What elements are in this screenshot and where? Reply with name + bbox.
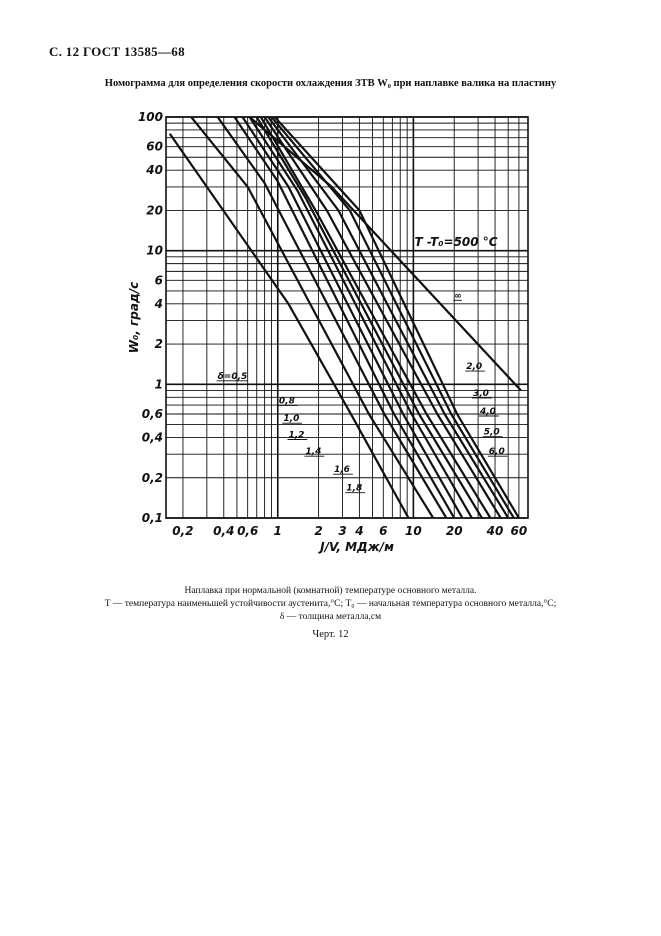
x-tick-label: 0,6 xyxy=(237,524,259,538)
curve-label: 2,0 xyxy=(466,362,483,373)
x-tick-label: 0,4 xyxy=(213,524,235,538)
note-line: Наплавка при нормальной (комнатной) температуре основного металла. xyxy=(184,586,477,596)
figure-notes xyxy=(0,585,661,624)
curve-label: 1,2 xyxy=(288,430,305,441)
x-tick-label: 3 xyxy=(338,524,347,538)
y-tick-label: 2 xyxy=(154,337,163,352)
y-tick-label: 40 xyxy=(146,163,163,178)
x-tick-label: 0,2 xyxy=(172,524,194,538)
chart-grid xyxy=(166,117,528,518)
y-tick-label: 4 xyxy=(154,296,163,311)
y-axis-title: W₀, град/с xyxy=(127,281,141,354)
curve-label: 3,0 xyxy=(473,388,489,399)
y-tick-label: 10 xyxy=(146,243,163,258)
y-tick-label: 20 xyxy=(146,203,163,218)
chart-title: Номограмма для определения скорости охлаждения ЗТВ W₀ при наплавке валика на пластину xyxy=(104,78,557,89)
annotation-text: T -T₀=500 °C xyxy=(414,235,498,250)
x-tick-label: 6 xyxy=(379,524,388,538)
y-tick-label: 0,1 xyxy=(141,511,163,525)
x-tick-label: 40 xyxy=(486,524,504,538)
y-tick-label: 6 xyxy=(154,273,163,288)
curve-label: 4,0 xyxy=(480,407,496,417)
x-tick-label: 60 xyxy=(510,524,528,538)
curve-label: ∞ xyxy=(454,291,462,302)
curve-label: 1,0 xyxy=(283,414,300,425)
x-tick-label: 1 xyxy=(273,524,282,538)
figure-caption: Черт. 12 xyxy=(312,629,349,640)
curve-label: 1,4 xyxy=(305,447,322,458)
y-tick-label: 0,2 xyxy=(141,470,163,485)
y-tick-label: 1 xyxy=(154,377,163,392)
plot-frame xyxy=(166,117,528,518)
x-tick-label: 10 xyxy=(405,524,422,538)
x-tick-label: 2 xyxy=(314,524,323,538)
note-line: δ — толщина металла,см xyxy=(279,612,382,622)
curve-line xyxy=(265,117,501,518)
curve-line xyxy=(235,117,455,518)
note-line: Т — температура наименьшей устойчивости аустенита,°С; Т₀ — начальная температура основного металла,°С; xyxy=(104,599,557,609)
y-tick-label: 0,4 xyxy=(141,430,163,445)
curve-label: 6,0 xyxy=(488,447,505,458)
page-header: С. 12 ГОСТ 13585—68 xyxy=(49,44,185,59)
y-tick-label: 0,6 xyxy=(141,407,163,421)
y-tick-label: 100 xyxy=(137,110,163,124)
curve-label: 5,0 xyxy=(483,427,500,438)
x-tick-label: 20 xyxy=(445,524,463,538)
x-tick-label: 4 xyxy=(355,524,364,538)
curve-label: 1,6 xyxy=(334,465,350,476)
curve-label: 1,8 xyxy=(346,483,363,494)
curve-line xyxy=(257,117,482,518)
x-axis-title: J/V, МДж/м xyxy=(320,540,394,554)
chart-curves xyxy=(170,117,521,518)
y-tick-label: 60 xyxy=(146,139,163,154)
curve-label: 0,8 xyxy=(278,396,295,407)
curve-label: δ=0,5 xyxy=(217,371,248,382)
